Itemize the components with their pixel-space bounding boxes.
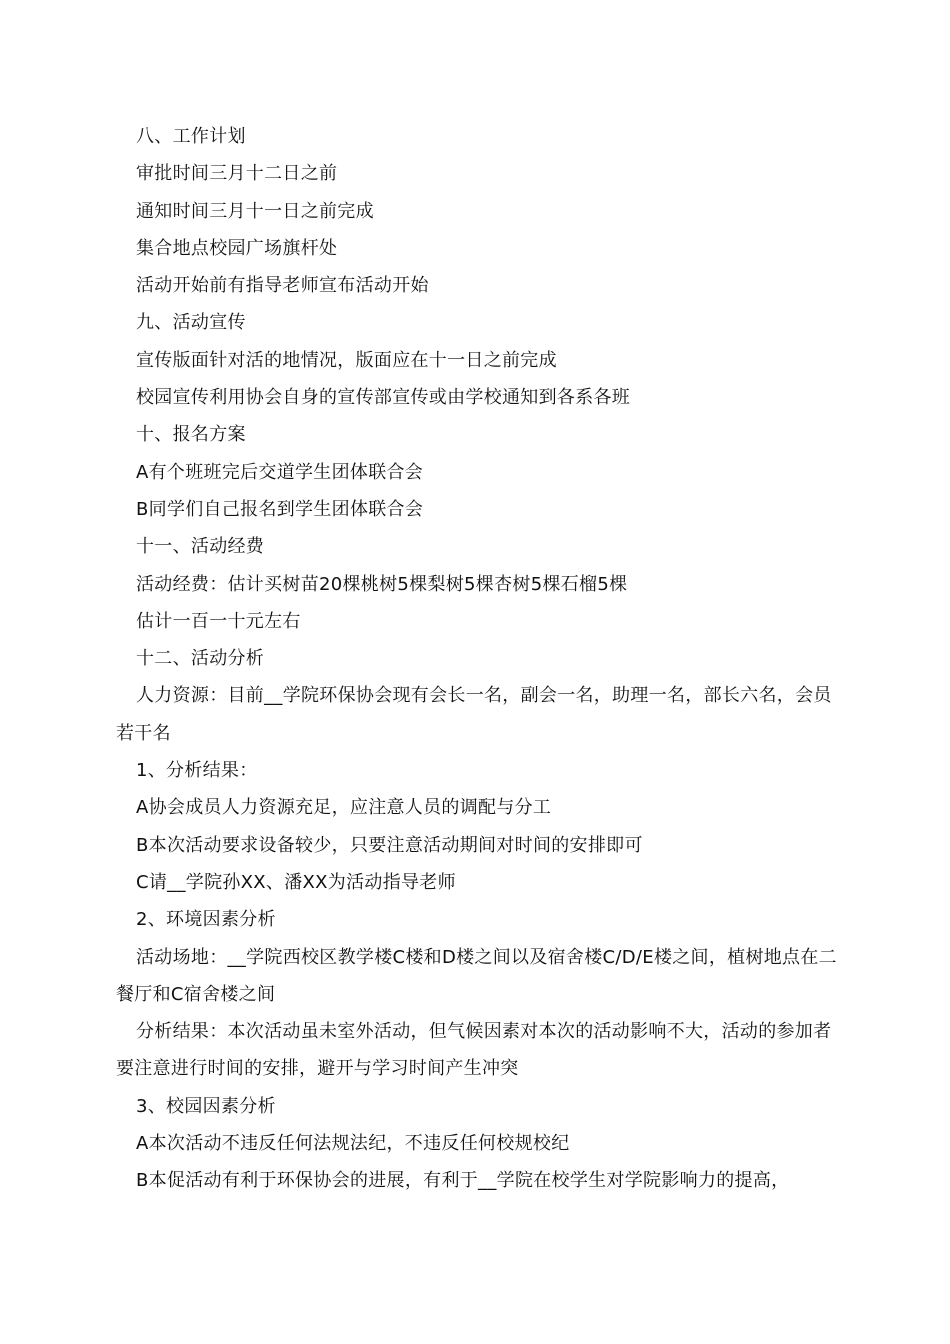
section-heading-publicity: 九、活动宣传 [136,312,246,334]
text-line: C请__学院孙XX、潘XX为活动指导老师 [136,871,456,893]
text-line: 活动经费：估计买树苗20棵桃树5棵梨树5棵杏树5棵石榴5棵 [136,573,628,595]
text-line: A本次活动不违反任何法规法纪，不违反任何校规校纪 [136,1133,570,1155]
text-line: 通知时间三月十一日之前完成 [136,200,374,222]
document-body [116,118,840,1200]
text-line: 宣传版面针对活的地情况，版面应在十一日之前完成 [136,349,557,371]
text-line: 集合地点校园广场旗杆处 [136,237,338,259]
paragraph-venue: 活动场地：__学院西校区教学楼C楼和D楼之间以及宿舍楼C/D/E楼之间，植树地点在二餐厅和C宿舍楼之间 [116,946,837,1005]
text-line: A有个班班完后交道学生团体联合会 [136,461,424,483]
text-line: 审批时间三月十二日之前 [136,163,338,185]
subsection-heading-environment: 2、环境因素分析 [136,909,276,931]
text-line: B同学们自己报名到学生团体联合会 [136,498,424,520]
subsection-heading-campus: 3、校园因素分析 [136,1095,276,1117]
text-line: 活动开始前有指导老师宣布活动开始 [136,275,429,297]
text-line: B本次活动要求设备较少，只要注意活动期间对时间的安排即可 [136,834,643,856]
section-heading-analysis: 十二、活动分析 [136,648,265,670]
text-line: 估计一百一十元左右 [136,610,301,632]
text-line: B本促活动有利于环保协会的进展，有利于__学院在校学生对学院影响力的提高， [136,1170,790,1192]
paragraph-human-resources: 人力资源：目前__学院环保协会现有会长一名，副会一名，助理一名，部长六名，会员若干名 [116,685,832,744]
paragraph-analysis-result: 分析结果：本次活动虽未室外活动，但气候因素对本次的活动影响不大，活动的参加者要注意进行时间的安排，避开与学习时间产生冲突 [116,1021,832,1080]
section-heading-work-plan: 八、工作计划 [136,126,246,147]
text-line: 1、分析结果： [136,760,258,782]
section-heading-budget: 十一、活动经费 [136,536,265,558]
section-heading-registration: 十、报名方案 [136,424,246,446]
text-line: A协会成员人力资源充足，应注意人员的调配与分工 [136,797,552,819]
text-line: 校园宣传利用协会自身的宣传部宣传或由学校通知到各系各班 [136,387,631,409]
